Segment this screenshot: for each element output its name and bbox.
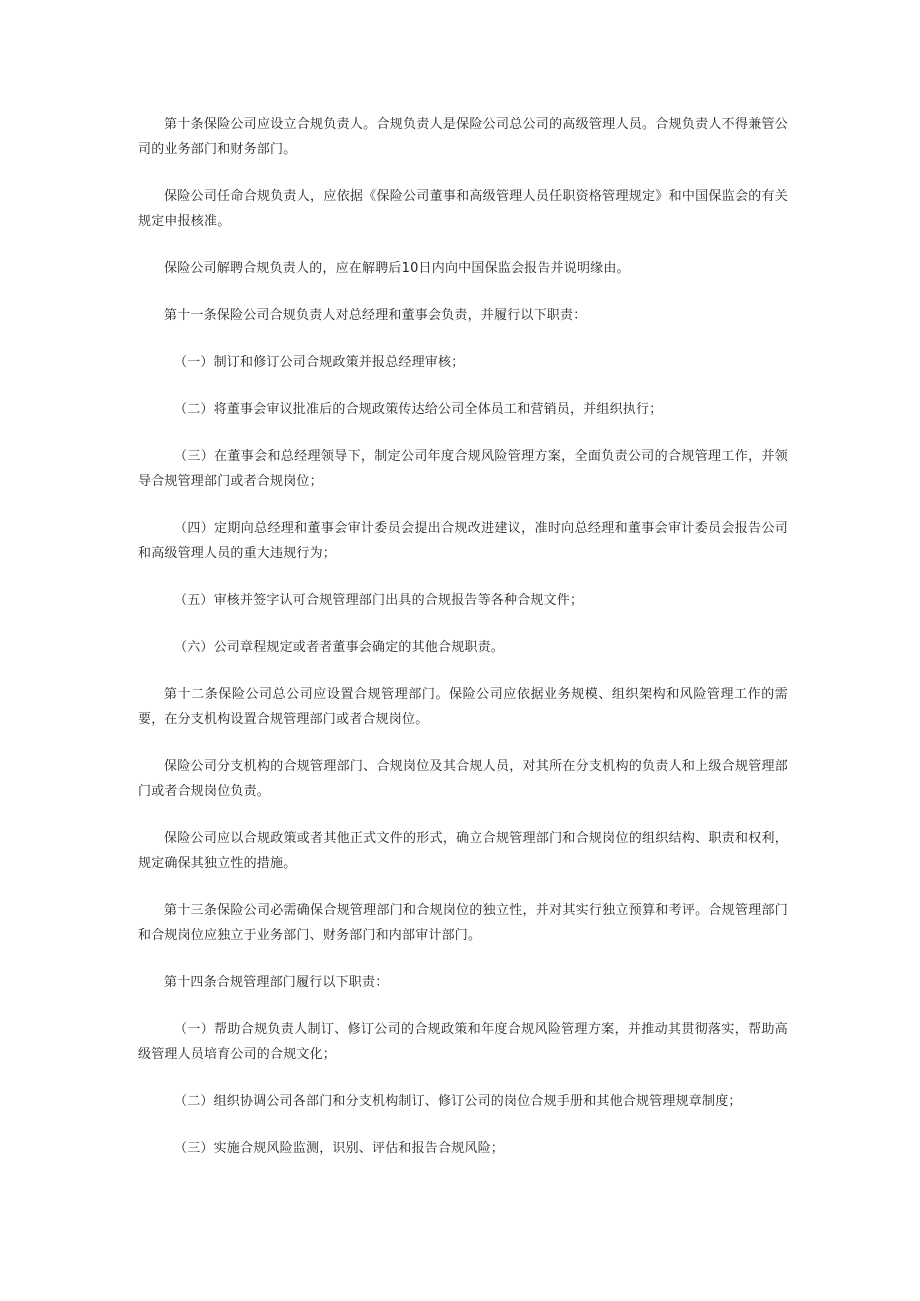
list-item: （五）审核并签字认可合规管理部门出具的合规报告等各种合规文件； xyxy=(174,593,584,608)
paragraph-article-11: 第十一条保险公司合规负责人对总经理和董事会负责，并履行以下职责： xyxy=(164,308,587,323)
paragraph-compliance-structure: 保险公司应以合规政策或者其他正式文件的形式，确立合规管理部门和合规岗位的组织结构、职责和权利，规定确保其独立性的措施。 xyxy=(138,831,788,871)
list-item: （一）制订和修订公司合规政策并报总经理审核； xyxy=(174,355,465,370)
document-page xyxy=(138,112,788,1183)
paragraph-article-14: 第十四条合规管理部门履行以下职责： xyxy=(164,975,389,990)
list-item: （二）将董事会审议批准后的合规政策传达给公司全体员工和营销员，并组织执行； xyxy=(174,402,663,417)
paragraph-article-12: 第十二条保险公司总公司应设置合规管理部门。保险公司应依据业务规模、组织架构和风险管理工作的需要，在分支机构设置合规管理部门或者合规岗位。 xyxy=(138,687,788,727)
list-item: （三）在董事会和总经理领导下，制定公司年度合规风险管理方案，全面负责公司的合规管理工作，并领导合规管理部门或者合规岗位； xyxy=(138,449,788,489)
paragraph-dismissal: 保险公司解聘合规负责人的，应在解聘后10日内向中国保监会报告并说明缘由。 xyxy=(164,261,630,276)
paragraph-appointment: 保险公司任命合规负责人，应依据《保险公司董事和高级管理人员任职资格管理规定》和中国保监会的有关规定申报核准。 xyxy=(138,189,788,229)
paragraph-article-13: 第十三条保险公司必需确保合规管理部门和合规岗位的独立性，并对其实行独立预算和考评。合规管理部门和合规岗位应独立于业务部门、财务部门和内部审计部门。 xyxy=(138,903,788,943)
list-item: （一）帮助合规负责人制订、修订公司的合规政策和年度合规风险管理方案，并推动其贯彻落实，帮助高级管理人员培育公司的合规文化； xyxy=(138,1022,788,1062)
list-item: （六）公司章程规定或者者董事会确定的其他合规职责。 xyxy=(174,640,505,655)
paragraph-article-10: 第十条保险公司应设立合规负责人。合规负责人是保险公司总公司的高级管理人员。合规负责人不得兼管公司的业务部门和财务部门。 xyxy=(138,117,788,157)
list-item: （二）组织协调公司各部门和分支机构制订、修订公司的岗位合规手册和其他合规管理规章制度； xyxy=(174,1094,742,1109)
list-item: （四）定期向总经理和董事会审计委员会提出合规改进建议，准时向总经理和董事会审计委员会报告公司和高级管理人员的重大违规行为； xyxy=(138,521,788,561)
paragraph-branch-compliance: 保险公司分支机构的合规管理部门、合规岗位及其合规人员，对其所在分支机构的负责人和上级合规管理部门或者合规岗位负责。 xyxy=(138,759,788,799)
list-item: （三）实施合规风险监测，识别、评估和报告合规风险； xyxy=(174,1141,505,1156)
